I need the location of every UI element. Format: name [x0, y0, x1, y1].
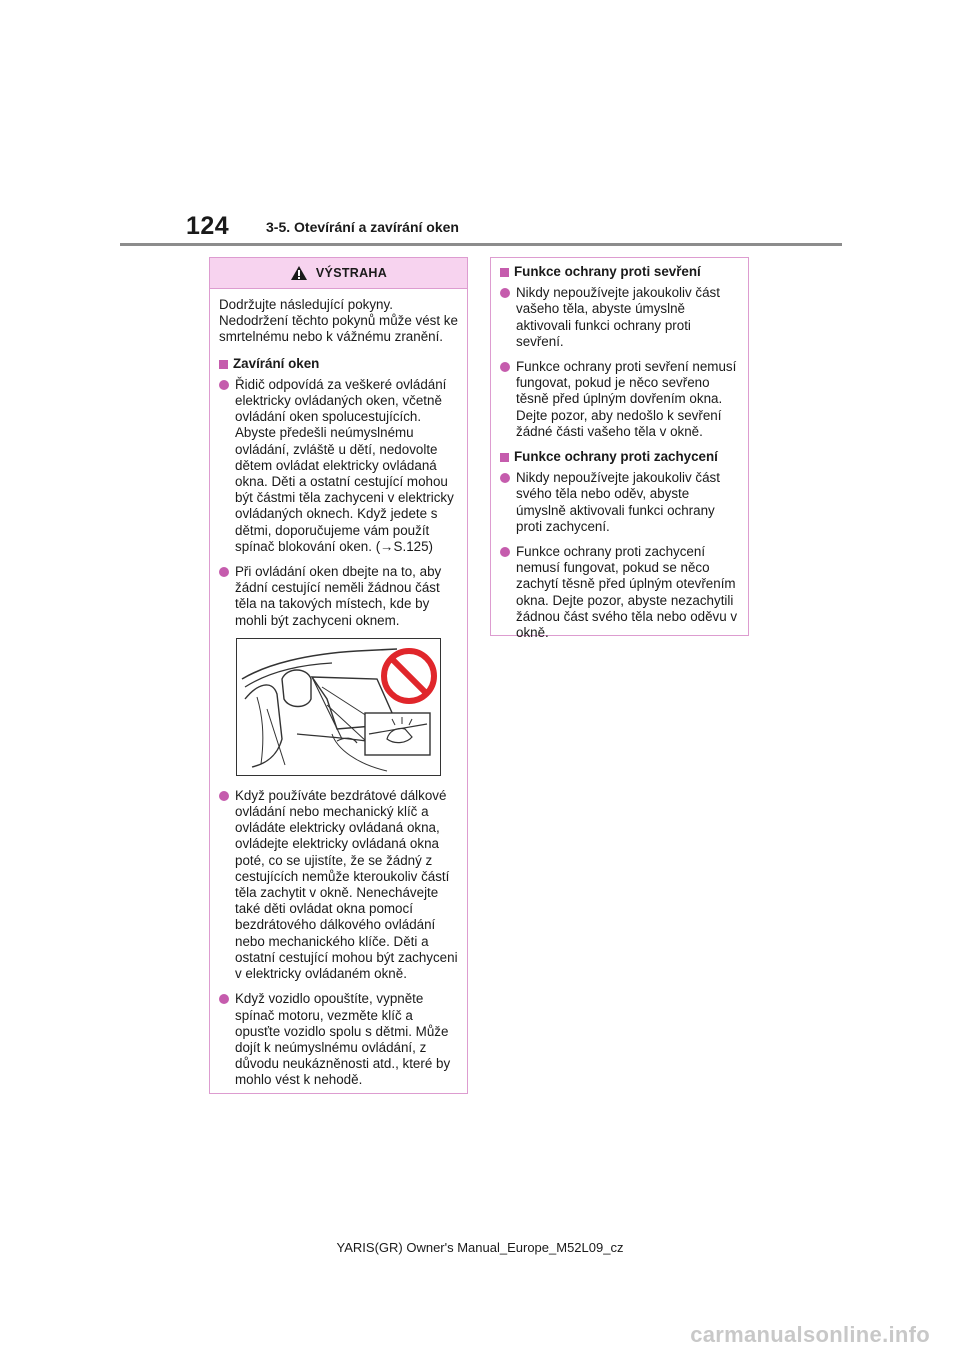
section-heading-closing-windows: Zavírání oken	[219, 356, 459, 372]
list-item: Při ovládání oken dbejte na to, aby žádní cestující neměli žádnou část těla na takových místech, kde by mohli být zachyceni oknem.	[219, 564, 459, 629]
bullet-dot-icon	[219, 567, 229, 577]
bullet-dot-icon	[500, 547, 510, 557]
bullet-dot-icon	[500, 362, 510, 372]
bullet-dot-icon	[219, 791, 229, 801]
list-item: Řidič odpovídá za veškeré ovládání elektricky ovládaných oken, včetně ovládání oken spolucestujících. Abyste předešli neúmyslnému ovládání, zvláště u dětí, nedovolte dětem ovládat elektricky ovládaná okna. Děti a ostatní cestující mohou být částmi těla zachyceni v elektricky ovládaných oknech. Když jedete s dětmi, doporučujeme vám použít spínač blokování oken. (→S.125)	[219, 377, 459, 555]
prohibition-icon	[384, 651, 434, 701]
list-item: Nikdy nepoužívejte jakoukoliv část svého těla nebo oděv, abyste úmyslně aktivovali funkci ochrany proti zachycení.	[500, 470, 740, 535]
warning-header	[210, 258, 467, 289]
list-item: Když používáte bezdrátové dálkové ovládání nebo mechanický klíč a ovládáte elektricky ovládaná okna, ovládejte elektricky ovládaná okna poté, co se ujistíte, že se žádný z cestujících nemůže kteroukoliv částí těla zachytit v okně. Nenechávejte také děti ovládat okna pomocí bezdrátového dálkového ovládání nebo mechanického klíče. Děti a ostatní cestující mohou být zachyceni v elektricky ovládaném okně.	[219, 788, 459, 982]
warning-intro: Dodržujte následující pokyny. Nedodržení těchto pokynů může vést ke smrtelnému nebo k vážnému zranění.	[219, 297, 458, 345]
square-bullet-icon	[500, 453, 509, 462]
list-item: Funkce ochrany proti zachycení nemusí fungovat, pokud se něco zachytí těsně před úplným otevřením okna. Dejte pozor, abyste nezachytili žádnou část svého těla nebo oděvu v okně.	[500, 544, 740, 641]
section-title: 3-5. Otevírání a zavírání oken	[266, 219, 459, 235]
section-heading-pinch-protection: Funkce ochrany proti sevření	[500, 264, 740, 280]
warning-triangle-icon	[290, 265, 308, 281]
warning-box	[209, 257, 468, 1094]
list-item: Funkce ochrany proti sevření nemusí fungovat, pokud je něco sevřeno těsně před úplným dovřením okna. Dejte pozor, aby nedošlo k sevření žádné části vašeho těla v okně.	[500, 359, 740, 440]
warning-title: VÝSTRAHA	[315, 266, 388, 280]
warning-box-continued	[490, 257, 749, 641]
bullet-dot-icon	[500, 288, 510, 298]
bullet-dot-icon	[219, 380, 229, 390]
square-bullet-icon	[500, 268, 509, 277]
list-item: Když vozidlo opouštíte, vypněte spínač motoru, vezměte klíč a opusťte vozidlo spolu s dětmi. Může dojít k neúmyslnému ovládání, z důvodu neukázněnosti atd., které by mohlo vést k nehodě.	[219, 991, 459, 1088]
bullet-dot-icon	[500, 473, 510, 483]
bullet-dot-icon	[219, 994, 229, 1004]
list-item: Nikdy nepoužívejte jakoukoliv část vašeho těla, abyste úmyslně aktivovali funkci ochrany proti sevření.	[500, 285, 740, 350]
page-number: 124	[186, 212, 230, 240]
section-heading-catch-protection: Funkce ochrany proti zachycení	[500, 449, 740, 465]
watermark: carmanualsonline.info	[690, 1322, 930, 1347]
square-bullet-icon	[219, 360, 228, 369]
manual-code-footer: YARIS(GR) Owner's Manual_Europe_M52L09_cz	[336, 1240, 624, 1255]
window-pinch-illustration	[236, 638, 441, 776]
header-rule	[120, 243, 842, 246]
